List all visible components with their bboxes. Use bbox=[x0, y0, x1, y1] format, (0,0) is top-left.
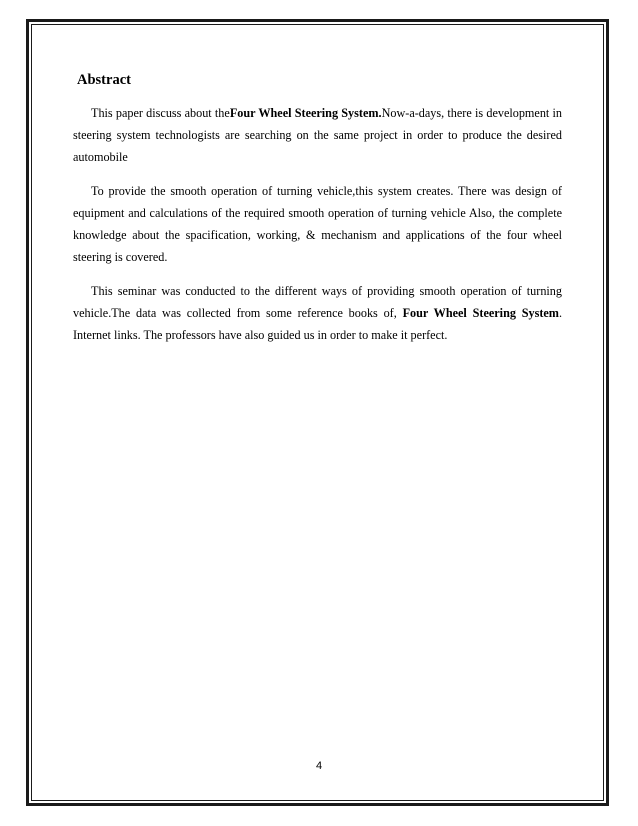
abstract-paragraph-2 bbox=[73, 180, 562, 268]
paragraph-3-bold-title: Four Wheel Steering System bbox=[402, 306, 559, 320]
abstract-paragraph-3 bbox=[73, 280, 562, 346]
paragraph-1-text-post: Now-a-days, there is development in steering system technologists are searching on the same project in order to produce the desired automobile bbox=[73, 106, 563, 164]
paragraph-3-text-post: . Internet links. The professors have also guided us in order to make it perfect. bbox=[73, 306, 563, 342]
paragraph-2-text: To provide the smooth operation of turning vehicle,this system creates. There was design of equipment and calculations of the required smooth operation of turning vehicle Also, the complete knowledge about the spacification, working, & mechanism and applications of the four wheel steering is covered. bbox=[73, 184, 562, 264]
paragraph-3-text-pre: This seminar was conducted to the different ways of providing smooth operation of turning vehicle.The data was collected from some reference books of, bbox=[73, 284, 562, 320]
abstract-paragraph-1 bbox=[73, 102, 562, 168]
abstract-heading: Abstract bbox=[77, 72, 131, 88]
paragraph-1-bold-title: Four Wheel Steering System. bbox=[229, 106, 382, 120]
document-body bbox=[73, 70, 562, 358]
paragraph-1-text-pre: This paper discuss about the bbox=[91, 106, 230, 120]
page-number: 4 bbox=[315, 760, 323, 772]
